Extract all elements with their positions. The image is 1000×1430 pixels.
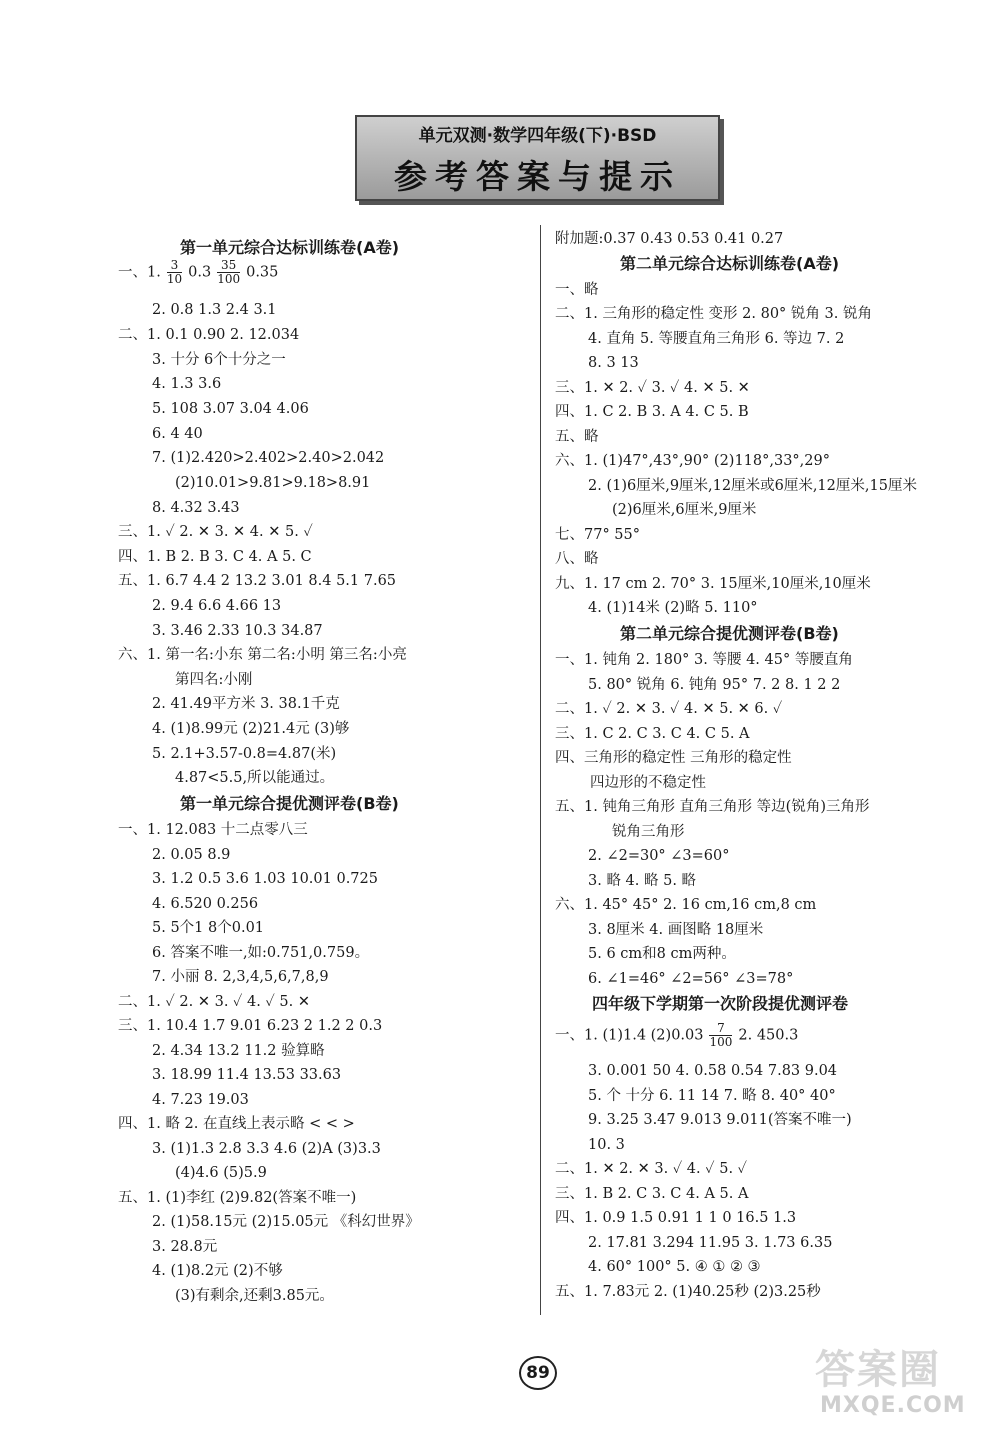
answer-text: 第一单元综合提优测评卷(B卷) — [180, 794, 399, 813]
answer-line — [152, 918, 264, 938]
answer-line — [152, 694, 340, 714]
answer-line — [588, 353, 639, 373]
answer-line — [152, 300, 277, 320]
section-title — [592, 994, 848, 1014]
answer-line — [555, 304, 872, 324]
answer-text: 2. 41.49平方米 3. 38.1千克 — [152, 696, 340, 712]
answer-text: 3. 3.46 2.33 10.3 34.87 — [152, 623, 323, 639]
answer-text: 2. 17.81 3.294 11.95 3. 1.73 6.35 — [588, 1235, 833, 1251]
watermark-url: MXQE.COM — [820, 1393, 966, 1418]
answer-line — [118, 992, 310, 1012]
answer-line — [555, 378, 750, 398]
answer-text: 3. 十分 6个十分之一 — [152, 352, 286, 368]
watermark-logo: 答案圈 — [815, 1347, 941, 1393]
answer-text: 4. 6.520 0.256 — [152, 896, 259, 912]
answer-text: 一、1. 钝角 2. 180° 3. 等腰 4. 45° 等腰直角 — [555, 652, 853, 668]
answer-line — [152, 894, 258, 914]
answer-line — [555, 724, 750, 744]
fraction — [709, 1022, 732, 1049]
column-divider — [540, 225, 541, 1315]
answer-line — [152, 1261, 283, 1281]
fraction-denominator: 10 — [166, 272, 183, 286]
answer-text: 三、1. C 2. C 3. C 4. C 5. A — [555, 726, 750, 742]
answer-line — [118, 1114, 355, 1134]
answer-text: 4.87<5.5,所以能通过。 — [175, 770, 335, 786]
answer-text: 4. 60° 100° 5. ④ ① ② ③ — [588, 1259, 761, 1275]
answer-text: 二、1. 0.1 0.90 2. 12.034 — [118, 327, 300, 343]
answer-text: 二、1. ✓ 2. ✕ 3. ✓ 4. ✕ 5. ✕ 6. ✓ — [555, 701, 783, 717]
answer-line — [175, 473, 370, 493]
answer-text: (3)有剩余,还剩3.85元。 — [175, 1288, 334, 1304]
answer-line — [118, 547, 312, 567]
answer-line — [588, 920, 763, 940]
answer-text: 四、1. B 2. B 3. C 4. A 5. C — [118, 549, 312, 565]
answer-line — [555, 1282, 821, 1302]
answer-text: 一、略 — [555, 282, 599, 298]
answer-line — [555, 699, 782, 719]
section-title — [180, 794, 399, 814]
answer-value: 2. 450.3 — [738, 1027, 799, 1044]
answer-line — [588, 329, 844, 349]
answer-line — [152, 1041, 325, 1061]
answer-text: 二、1. ✓ 2. ✕ 3. ✓ 4. ✓ 5. ✕ — [118, 994, 311, 1010]
answer-text: 2. 0.8 1.3 2.4 3.1 — [152, 302, 277, 318]
answer-text: 四边形的不稳定性 — [590, 775, 706, 791]
answer-text: 五、1. 钝角三角形 直角三角形 等边(锐角)三角形 — [555, 799, 870, 815]
fraction-denominator: 100 — [217, 272, 241, 286]
answer-text: 4. 直角 5. 等腰直角三角形 6. 等边 7. 2 — [588, 331, 845, 347]
answer-text: 二、1. 三角形的稳定性 变形 2. 80° 锐角 3. 锐角 — [555, 306, 872, 322]
answer-text: 四、三角形的稳定性 三角形的稳定性 — [555, 750, 792, 766]
answer-line — [590, 773, 706, 793]
answer-line — [555, 549, 599, 569]
answer-text: 三、1. 10.4 1.7 9.01 6.23 2 1.2 2 0.3 — [118, 1018, 383, 1034]
answer-line — [555, 402, 749, 422]
answer-line — [152, 1090, 249, 1110]
header-subtitle: 单元双测·数学四年级(下)·BSD — [418, 126, 657, 146]
answer-text: 2. 9.4 6.6 4.66 13 — [152, 598, 282, 614]
answer-line — [555, 1159, 747, 1179]
answer-line — [118, 522, 313, 542]
answer-text: (2)6厘米,6厘米,9厘米 — [612, 502, 757, 518]
answer-line — [555, 1022, 798, 1049]
section-title — [620, 254, 839, 274]
answer-text: 四、1. 略 2. 在直线上表示略 < < > — [118, 1116, 355, 1132]
answer-line — [152, 869, 378, 889]
answer-line — [555, 574, 871, 594]
answer-line — [588, 1257, 761, 1277]
answer-line — [152, 448, 384, 468]
answer-line — [588, 476, 917, 496]
answer-text: 三、1. ✓ 2. ✕ 3. ✕ 4. ✕ 5. ✓ — [118, 524, 313, 540]
answer-line — [588, 1086, 836, 1106]
answer-line — [152, 744, 336, 764]
answer-text: 8. 3 13 — [588, 355, 639, 371]
answer-text: 三、1. B 2. C 3. C 4. A 5. A — [555, 1186, 749, 1202]
answer-text: 一、1. 12.083 十二点零八三 — [118, 822, 308, 838]
answer-line — [152, 1212, 420, 1232]
answer-text: 3. 8厘米 4. 画图略 18厘米 — [588, 922, 764, 938]
answer-line — [555, 1184, 748, 1204]
section-title — [180, 238, 399, 258]
answer-text: 二、1. ✕ 2. ✕ 3. ✓ 4. ✓ 5. ✓ — [555, 1161, 748, 1177]
answer-text: 4. 7.23 19.03 — [152, 1092, 249, 1108]
answer-text: 6. 4 40 — [152, 426, 203, 442]
answer-line — [612, 822, 685, 842]
answer-line — [175, 670, 252, 690]
answer-text: 九、1. 17 cm 2. 70° 3. 15厘米,10厘米,10厘米 — [555, 576, 871, 592]
answer-line — [152, 845, 230, 865]
answer-line — [152, 1237, 217, 1257]
answer-text: 8. 4.32 3.43 — [152, 500, 240, 516]
answer-line — [118, 325, 299, 345]
answer-text: 4. (1)8.2元 (2)不够 — [152, 1263, 283, 1279]
answer-text: (2)10.01>9.81>9.18>8.91 — [175, 475, 371, 491]
answer-text: 一、1. (1)1.4 (2)0.03 — [555, 1027, 704, 1044]
answer-line — [152, 399, 309, 419]
answer-text: 四、1. 0.9 1.5 0.91 1 1 0 16.5 1.3 — [555, 1210, 797, 1226]
fraction-numerator: 7 — [709, 1022, 732, 1036]
answer-text: (4)4.6 (5)5.9 — [175, 1165, 267, 1181]
fraction-numerator: 35 — [217, 259, 240, 273]
answer-line — [588, 871, 696, 891]
answer-text: 四、1. C 2. B 3. A 4. C 5. B — [555, 404, 749, 420]
answer-line — [588, 944, 736, 964]
answer-text: 6. ∠1=46° ∠2=56° ∠3=78° — [588, 971, 794, 987]
fraction — [217, 259, 240, 286]
answer-line — [175, 1163, 267, 1183]
fraction — [167, 259, 182, 286]
answer-text: 3. 略 4. 略 5. 略 — [588, 873, 697, 889]
answer-text: 3. 18.99 11.4 13.53 33.63 — [152, 1067, 342, 1083]
answer-line — [175, 768, 334, 788]
answer-text: 三、1. ✕ 2. ✓ 3. ✓ 4. ✕ 5. ✕ — [555, 380, 750, 396]
answer-text: 3. 0.001 50 4. 0.58 0.54 7.83 9.04 — [588, 1063, 838, 1079]
answer-text: 7. 小丽 8. 2,3,4,5,6,7,8,9 — [152, 969, 329, 985]
answer-line — [152, 967, 329, 987]
answer-line — [555, 650, 853, 670]
answer-text: 第二单元综合达标训练卷(A卷) — [620, 254, 840, 273]
header-title: 参考答案与提示 — [394, 157, 681, 196]
answer-text: 五、1. 7.83元 2. (1)40.25秒 (2)3.25秒 — [555, 1284, 821, 1300]
answer-line — [118, 259, 278, 286]
answer-text: 附加题:0.37 0.43 0.53 0.41 0.27 — [555, 231, 784, 247]
answer-text: 第一单元综合达标训练卷(A卷) — [180, 238, 400, 257]
answer-value: 0.3 — [188, 264, 212, 281]
answer-line — [152, 1065, 341, 1085]
answer-line — [588, 1110, 852, 1130]
answer-text: 六、1. 第一名:小东 第二名:小明 第三名:小亮 — [118, 647, 407, 663]
answer-line — [555, 229, 783, 249]
answer-line — [555, 451, 830, 471]
answer-text: 5. 5个1 8个0.01 — [152, 920, 265, 936]
answer-text: 2. (1)58.15元 (2)15.05元 《科幻世界》 — [152, 1214, 420, 1230]
answer-line — [588, 675, 840, 695]
answer-text: 5. 个 十分 6. 11 14 7. 略 8. 40° 40° — [588, 1088, 836, 1104]
answer-text: 六、1. (1)47°,43°,90° (2)118°,33°,29° — [555, 453, 830, 469]
answer-text: 第四名:小刚 — [175, 672, 253, 688]
answer-line — [152, 596, 281, 616]
answer-text: 10. 3 — [588, 1137, 625, 1153]
answer-line — [175, 1286, 334, 1306]
header-banner — [355, 115, 720, 201]
answer-line — [612, 500, 756, 520]
answer-text: 五、1. 6.7 4.4 2 13.2 3.01 8.4 5.1 7.65 — [118, 573, 397, 589]
answer-text: 6. 答案不唯一,如:0.751,0.759。 — [152, 945, 370, 961]
answer-line — [118, 571, 396, 591]
answer-text: 3. 1.2 0.5 3.6 1.03 10.01 0.725 — [152, 871, 378, 887]
answer-text: 八、略 — [555, 551, 599, 567]
section-title — [620, 624, 839, 644]
answer-line — [152, 943, 369, 963]
answer-line — [555, 1208, 796, 1228]
answer-line — [588, 1135, 625, 1155]
answer-text: 七、77° 55° — [555, 527, 641, 543]
answer-text: 六、1. 45° 45° 2. 16 cm,16 cm,8 cm — [555, 897, 817, 913]
answer-text: 4. 1.3 3.6 — [152, 376, 222, 392]
answer-text: 7. (1)2.420>2.402>2.40>2.042 — [152, 450, 385, 466]
answer-line — [588, 969, 793, 989]
answer-line — [588, 598, 758, 618]
answer-text: 2. 0.05 8.9 — [152, 847, 231, 863]
answer-text: 四年级下学期第一次阶段提优测评卷 — [592, 994, 849, 1013]
answer-line — [555, 427, 599, 447]
answer-text: 一、1. — [118, 264, 161, 281]
answer-line — [152, 350, 286, 370]
answer-line — [152, 1139, 381, 1159]
answer-line — [555, 895, 816, 915]
answer-line — [152, 424, 203, 444]
answer-text: 5. 80° 锐角 6. 钝角 95° 7. 2 8. 1 2 2 — [588, 677, 841, 693]
answer-line — [588, 846, 730, 866]
answer-line — [152, 498, 240, 518]
page-number: 89 — [519, 1356, 557, 1390]
answer-line — [555, 525, 640, 545]
fraction-numerator: 3 — [167, 259, 182, 273]
answer-line — [118, 820, 308, 840]
answer-line — [118, 1188, 356, 1208]
answer-line — [588, 1061, 837, 1081]
answer-text: 4. (1)8.99元 (2)21.4元 (3)够 — [152, 721, 350, 737]
answer-text: 2. (1)6厘米,9厘米,12厘米或6厘米,12厘米,15厘米 — [588, 478, 917, 494]
answer-text: 5. 2.1+3.57-0.8=4.87(米) — [152, 746, 337, 762]
answer-line — [555, 280, 599, 300]
answer-text: 五、略 — [555, 429, 599, 445]
answer-text: 五、1. (1)李红 (2)9.82(答案不唯一) — [118, 1190, 357, 1206]
answer-line — [152, 621, 323, 641]
answer-line — [555, 797, 869, 817]
answer-text: 2. 4.34 13.2 11.2 验算略 — [152, 1043, 325, 1059]
answer-line — [588, 1233, 832, 1253]
answer-text: 锐角三角形 — [612, 824, 685, 840]
answer-line — [118, 645, 407, 665]
answer-text: 4. (1)14米 (2)略 5. 110° — [588, 600, 758, 616]
answer-value: 0.35 — [246, 264, 279, 281]
answer-line — [118, 1016, 382, 1036]
answer-text: 3. (1)1.3 2.8 3.3 4.6 (2)A (3)3.3 — [152, 1141, 381, 1157]
answer-text: 3. 28.8元 — [152, 1239, 218, 1255]
answer-line — [152, 719, 349, 739]
answer-line — [152, 374, 221, 394]
answer-text: 9. 3.25 3.47 9.013 9.011(答案不唯一) — [588, 1112, 852, 1128]
answer-text: 2. ∠2=30° ∠3=60° — [588, 848, 730, 864]
fraction-denominator: 100 — [709, 1035, 733, 1049]
answer-text: 5. 108 3.07 3.04 4.06 — [152, 401, 309, 417]
page-number-badge — [505, 1352, 575, 1396]
answer-line — [555, 748, 792, 768]
answer-text: 第二单元综合提优测评卷(B卷) — [620, 624, 839, 643]
answer-text: 5. 6 cm和8 cm两种。 — [588, 946, 736, 962]
